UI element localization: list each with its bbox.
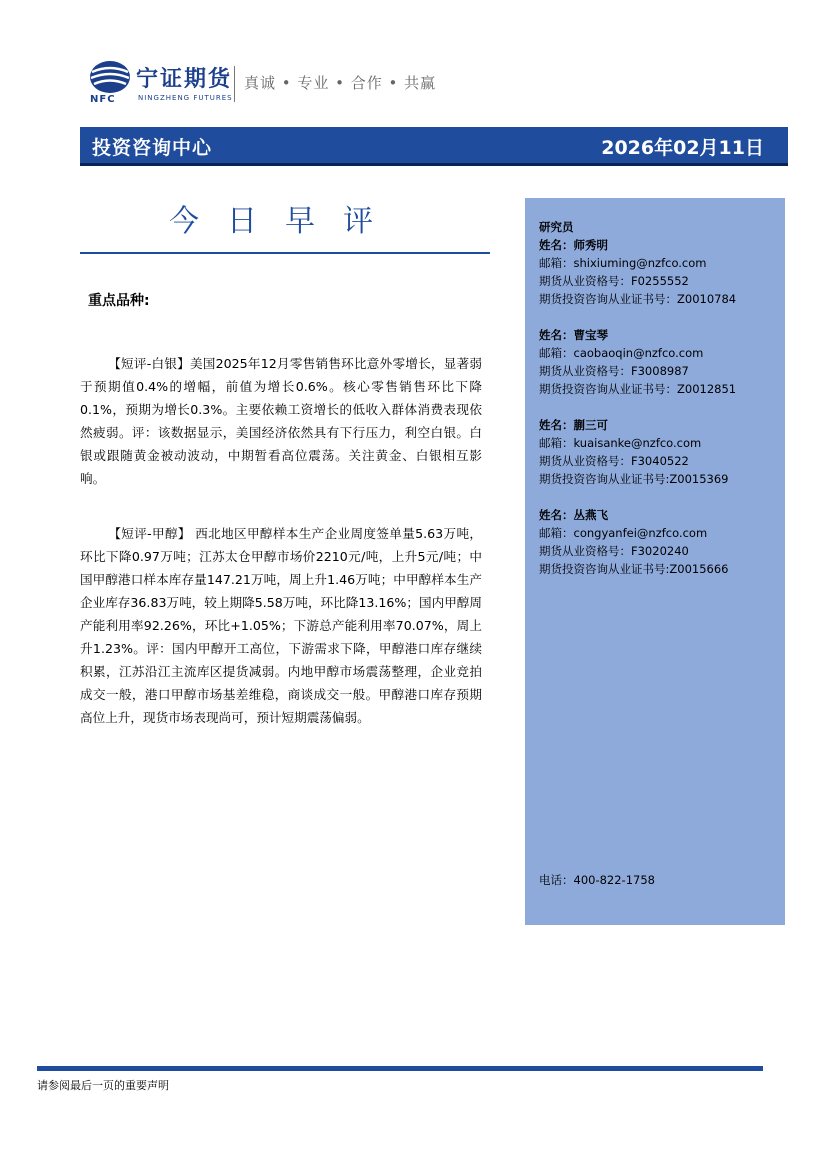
- company-abbr: NFC: [90, 94, 116, 105]
- title-underline: [80, 252, 490, 254]
- footer-divider: [37, 1066, 763, 1071]
- researcher-consult-cert: 期货投资咨询从业证书号:Z0015369: [539, 472, 729, 486]
- researcher-heading: 研究员: [539, 220, 574, 234]
- researcher-license: 期货从业资格号：F0255552: [539, 274, 689, 288]
- researcher-consult-cert: 期货投资咨询从业证书号:Z0015666: [539, 562, 729, 576]
- commentary-tag: 【短评-白银】: [108, 356, 190, 371]
- report-title: 今日早评: [169, 204, 401, 239]
- researcher-name: 姓名：曹宝琴: [539, 328, 608, 342]
- researcher-card: [539, 236, 779, 308]
- commentary-text: 西北地区甲醇样本生产企业周度签单量5.63万吨，环比下降0.97万吨；江苏太仓甲醇市场价2210元/吨，上升5元/吨；中国甲醇港口样本库存量147.21万吨，周上升1.46万吨；中甲醇样本生产企业库存36.83万吨，较上期降5.58万吨，环比降13.16%；国内甲醇周产能利用率92.26%，环比+1.05%；下游总产能利用率70.07%，周上升1.23%。评：国内甲醇开工高位，下游需求下降，甲醇港口库存继续积累，江苏沿江主流库区提货减弱。内地甲醇市场震荡整理，企业竞拍成交一般，港口甲醇市场基差维稳，商谈成交一般。甲醇港口库存预期高位上升，现货市场表现尚可，预计短期震荡偏弱。: [80, 526, 482, 725]
- researcher-email: 邮箱：congyanfei@nzfco.com: [539, 526, 708, 540]
- researcher-name: 姓名：丛燕飞: [539, 508, 608, 522]
- researcher-consult-cert: 期货投资咨询从业证书号：Z0010784: [539, 292, 737, 306]
- researcher-card: [539, 326, 779, 398]
- footer-notice: 请参阅最后一页的重要声明: [37, 1079, 169, 1092]
- researcher-name: 姓名：蒯三可: [539, 418, 608, 432]
- company-logo: [88, 60, 488, 110]
- company-name-en: NINGZHENG FUTURES: [138, 94, 233, 102]
- researcher-card: [539, 506, 779, 578]
- researcher-license: 期货从业资格号：F3020240: [539, 544, 689, 558]
- commentary-methanol: [80, 522, 482, 729]
- researcher-sidebar: [525, 198, 785, 925]
- commentary-tag: 【短评-甲醇】: [108, 526, 191, 541]
- commentary-text: 美国2025年12月零售销售环比意外零增长，显著弱于预期值0.4%的增幅，前值为增长0.6%。核心零售销售环比下降0.1%，预期为增长0.3%。主要依赖工资增长的低收入群体消费表现依然疲弱。评：该数据显示，美国经济依然具有下行压力，利空白银。白银或跟随黄金被动波动，中期暂看高位震荡。关注黄金、白银相互影响。: [80, 356, 483, 486]
- commentary-silver: [80, 352, 482, 490]
- logo-divider: [234, 66, 235, 102]
- researcher-email: 邮箱：caobaoqin@nzfco.com: [539, 346, 704, 360]
- header-bar: [80, 127, 788, 166]
- department-name: 投资咨询中心: [92, 137, 213, 159]
- section-label: 重点品种:: [88, 293, 150, 309]
- researcher-name: 姓名：师秀明: [539, 238, 608, 252]
- researcher-card: [539, 416, 779, 488]
- report-date: 2026年02月11日: [601, 137, 764, 159]
- researcher-email: 邮箱：kuaisanke@nzfco.com: [539, 436, 702, 450]
- company-slogan: 真诚 • 专业 • 合作 • 共赢: [244, 74, 437, 92]
- contact-phone: 电话：400-822-1758: [539, 873, 655, 887]
- researcher-license: 期货从业资格号：F3008987: [539, 364, 689, 378]
- company-name-cn: 宁证期货: [136, 67, 233, 92]
- researcher-consult-cert: 期货投资咨询从业证书号：Z0012851: [539, 382, 737, 396]
- researcher-license: 期货从业资格号：F3040522: [539, 454, 689, 468]
- researcher-email: 邮箱：shixiuming@nzfco.com: [539, 256, 707, 270]
